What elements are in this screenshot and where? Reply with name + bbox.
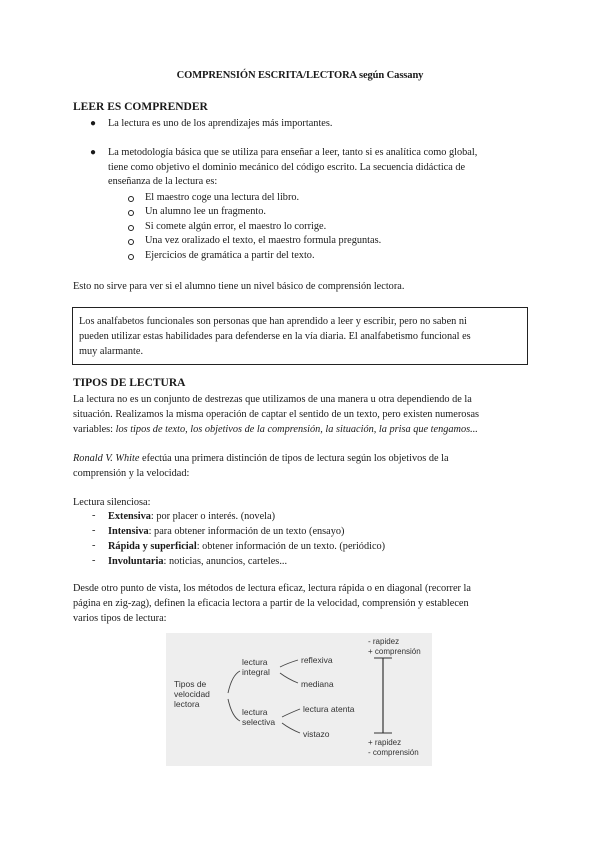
paragraph-2	[73, 451, 525, 481]
circle-bullet-icon	[128, 196, 134, 202]
bullet-dot: ●	[90, 118, 97, 129]
callout-line: muy alarmante.	[79, 346, 144, 357]
leaf-vistazo: vistazo	[303, 729, 330, 739]
type-item	[108, 510, 275, 524]
leaf-reflexiva: reflexiva	[301, 655, 333, 665]
step-item: Ejercicios de gramática a partir del texto.	[145, 250, 315, 261]
paragraph-line: comprensión y la velocidad:	[73, 468, 190, 479]
document-title: COMPRENSIÓN ESCRITA/LECTORA según Cassany	[176, 70, 424, 81]
bullet-2-line: La metodología básica que se utiliza para enseñar a leer, tanto si es analítica como global,	[108, 147, 478, 158]
reading-speed-diagram	[166, 633, 432, 766]
type-name: Rápida y superficial	[108, 541, 197, 552]
step-item: El maestro coge una lectura del libro.	[145, 192, 300, 203]
callout-line: pueden utilizar estas habilidades para defenderse en la vía diaria. El analfabetismo funcional es	[79, 331, 471, 342]
silent-reading-label: Lectura silenciosa:	[73, 497, 151, 508]
paragraph-line: situación. Realizamos la misma operación de captar el sentido de un texto, pero existen numerosas	[73, 409, 480, 420]
conclusion-text: Esto no sirve para ver si el alumno tiene un nivel básico de comprensión lectora.	[73, 281, 405, 292]
bullet-dot: ●	[90, 147, 97, 158]
bullet-text-1: La lectura es uno de los aprendizajes más importantes.	[108, 118, 333, 129]
type-item	[108, 525, 344, 539]
callout-box	[72, 307, 528, 365]
dash-bullet: -	[92, 540, 96, 551]
integral-label: lectura	[242, 657, 268, 667]
step-item: Si comete algún error, el maestro lo corrige.	[145, 221, 327, 232]
root-label: Tipos de	[174, 679, 207, 689]
paragraph-line	[73, 422, 525, 437]
type-item	[108, 555, 287, 569]
branch-line	[228, 671, 240, 693]
branch-line	[228, 699, 240, 721]
branch-line	[280, 673, 298, 683]
paragraph-3	[73, 581, 525, 626]
branch-line	[282, 709, 300, 717]
callout-line: Los analfabetos funcionales son personas que han aprendido a leer y escribir, pero no saben ni	[79, 316, 467, 327]
variables-list: los tipos de texto, los objetivos de la comprensión, la situación, la prisa que tengamos...	[115, 424, 478, 435]
type-desc: : noticias, anuncios, carteles...	[163, 556, 288, 567]
type-desc: : por placer o interés. (novela)	[150, 511, 276, 522]
type-item	[108, 540, 385, 554]
circle-bullet-icon	[128, 225, 134, 231]
step-item: Un alumno lee un fragmento.	[145, 206, 266, 217]
bullet-2-line: enseñanza de la lectura es:	[108, 176, 218, 187]
type-desc: : para obtener información de un texto (ensayo)	[148, 526, 345, 537]
root-label: lectora	[174, 699, 200, 709]
scale-top-label: - rapidez	[368, 637, 400, 646]
variables-label: variables:	[73, 424, 116, 435]
dash-bullet: -	[92, 555, 96, 566]
paragraph-line: varios tipos de lectura:	[73, 613, 167, 624]
leaf-mediana: mediana	[301, 679, 334, 689]
type-name: Involuntaria	[108, 556, 164, 567]
diagram-svg	[166, 633, 432, 766]
type-name: Extensiva	[108, 511, 151, 522]
root-label: velocidad	[174, 689, 210, 699]
paragraph-text: efectúa una primera distinción de tipos de lectura según los objetivos de la	[139, 453, 449, 464]
heading-leer-es-comprender: LEER ES COMPRENDER	[73, 101, 208, 113]
circle-bullet-icon	[128, 210, 134, 216]
type-name: Intensiva	[108, 526, 149, 537]
circle-bullet-icon	[128, 239, 134, 245]
branch-line	[282, 723, 300, 733]
scale-bottom-label: + rapidez	[368, 738, 402, 747]
step-item: Una vez oralizado el texto, el maestro formula preguntas.	[145, 235, 382, 246]
paragraph-line: página en zig-zag), definen la eficacia lectora a partir de la velocidad, comprensión y establecen	[73, 598, 469, 609]
selectiva-label: lectura	[242, 707, 268, 717]
heading-tipos-de-lectura: TIPOS DE LECTURA	[73, 377, 186, 389]
author-name: Ronald V. White	[73, 453, 140, 464]
type-desc: : obtener información de un texto. (periódico)	[196, 541, 386, 552]
bullet-text-2	[108, 146, 523, 190]
paragraph-line: La lectura no es un conjunto de destrezas que utilizamos de una manera u otra dependiendo de la	[73, 394, 472, 405]
dash-bullet: -	[92, 510, 96, 521]
integral-label: integral	[242, 667, 270, 677]
selectiva-label: selectiva	[242, 717, 276, 727]
dash-bullet: -	[92, 525, 96, 536]
paragraph-line	[73, 451, 525, 466]
branch-line	[280, 660, 298, 667]
leaf-lectura-atenta: lectura atenta	[303, 704, 355, 714]
paragraph-1	[73, 392, 525, 437]
paragraph-line: Desde otro punto de vista, los métodos de lectura eficaz, lectura rápida o en diagonal (recorrer la	[73, 583, 471, 594]
bullet-2-line: tiene como objetivo el dominio mecánico del código escrito. La secuencia didáctica de	[108, 161, 466, 173]
circle-bullet-icon	[128, 254, 134, 260]
scale-top-label: + comprensión	[368, 647, 421, 656]
scale-bottom-label: - comprensión	[368, 748, 419, 757]
